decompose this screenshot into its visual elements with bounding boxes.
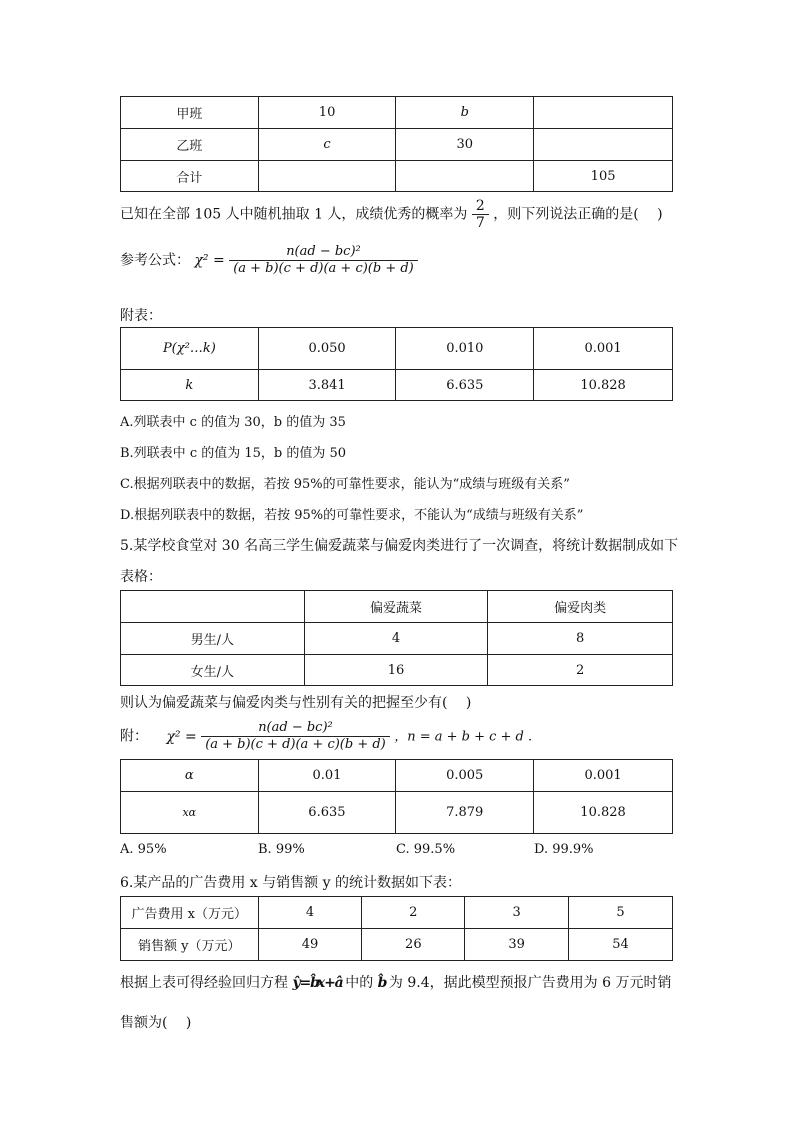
table-cell: 3 [465,897,569,929]
q6-line1 [120,972,671,992]
q4-stem-tail: ，则下列说法正确的是( ) [493,206,663,223]
table-row [121,929,673,961]
formula-lhs: χ² = [194,252,225,269]
option-c: C.根据列联表中的数据，若按 95%的可靠性要求，能认为“成绩与班级有关系” [120,477,570,492]
table-cell: 合计 [121,161,259,192]
option-b: B.列联表中 c 的值为 15，b 的值为 50 [120,446,347,461]
table-cell: b [396,97,534,129]
table-cell: 0.050 [258,328,396,370]
alpha-table [120,759,673,834]
table-cell: 0.005 [396,760,534,792]
q6-text: 为 9.4，据此模型预报广告费用为 6 万元时销 [388,975,672,991]
table-cell: 7.879 [396,792,534,834]
formula-denominator: (a + b)(c + d)(a + c)(b + d) [233,261,414,276]
table-row [121,792,673,834]
q5-stem-line1: 5.某学校食堂对 30 名高三学生偏爱蔬菜与偏爱肉类进行了一次调查，将统计数据制成如下 [120,538,679,554]
table-cell: xα [121,792,259,834]
chi-square-fraction [229,244,418,277]
table-cell: 销售额 y（万元） [121,929,259,961]
table-cell: k [121,370,259,401]
q6-text: 根据上表可得经验回归方程 [120,975,288,991]
table-cell: 2 [362,897,465,929]
q6-line2: 售额为( ) [120,1015,192,1031]
table-row [121,623,673,655]
table-cell: 26 [362,929,465,961]
table-cell: 10.828 [534,370,673,401]
formula-denominator: (a + b)(c + d)(a + c)(b + d) [205,737,386,752]
formula-tail: ，n = a + b + c + d . [394,729,533,745]
probability-fraction [472,198,489,231]
q4-stem [120,198,663,231]
table-cell: 5 [569,897,673,929]
table-cell: 4 [304,623,488,655]
option-d: D.根据列联表中的数据，若按 95%的可靠性要求，不能认为“成绩与班级有关系” [120,508,584,523]
q6-stem: 6.某产品的广告费用 x 与销售额 y 的统计数据如下表： [120,875,461,891]
fraction-numerator: 2 [472,198,489,215]
critical-value-table [120,327,673,401]
table-row [121,591,673,623]
option-b: B. 99% [258,842,305,857]
formula-numerator: n(ad − bc)² [201,720,390,737]
formula-lhs: χ² = [166,728,197,745]
class-grade-table [120,96,673,192]
table-cell [534,129,673,161]
table-row [121,161,673,192]
table-row [121,655,673,686]
table-cell: 甲班 [121,97,259,129]
table-cell: 6.635 [258,792,396,834]
table-cell: 偏爱肉类 [488,591,673,623]
table-cell [534,97,673,129]
regression-equation: ŷ = b̂x + â [292,975,341,991]
b-hat-symbol: b̂ [377,975,385,991]
ad-sales-table [120,896,673,961]
fraction-denominator: 7 [475,215,485,231]
table-cell [121,591,305,623]
table-cell: 6.635 [396,370,534,401]
table-row [121,370,673,401]
q5-stem-line2: 表格： [120,569,162,585]
table-cell: P(χ²…k) [121,328,259,370]
formula-label: 参考公式： [120,252,190,269]
table-row [121,97,673,129]
table-cell: 0.01 [258,760,396,792]
table-cell: 0.001 [534,328,673,370]
option-a: A. 95% [120,842,167,857]
table-cell: 49 [258,929,362,961]
table-cell: 4 [258,897,362,929]
table-row [121,129,673,161]
appendix-label: 附表： [120,308,162,324]
q5-formula [120,720,532,753]
table-cell: α [121,760,259,792]
table-cell: 0.010 [396,328,534,370]
q4-formula [120,244,418,277]
table-cell: c [258,129,396,161]
preference-table [120,590,673,686]
table-cell: 3.841 [258,370,396,401]
option-c: C. 99.5% [396,842,456,857]
table-cell: 女生/人 [121,655,305,686]
table-cell: 男生/人 [121,623,305,655]
q4-stem-text: 已知在全部 105 人中随机抽取 1 人，成绩优秀的概率为 [120,206,468,223]
table-cell: 2 [488,655,673,686]
table-cell [258,161,396,192]
table-cell: 广告费用 x（万元） [121,897,259,929]
appendix-label: 附： [120,728,148,745]
table-cell: 10.828 [534,792,673,834]
formula-numerator: n(ad − bc)² [229,244,418,261]
option-a: A.列联表中 c 的值为 30，b 的值为 35 [120,415,346,430]
table-row [121,328,673,370]
table-cell [396,161,534,192]
table-cell: 偏爱蔬菜 [304,591,488,623]
chi-square-fraction [201,720,390,753]
table-cell: 10 [258,97,396,129]
table-cell: 105 [534,161,673,192]
table-row [121,897,673,929]
table-cell: 0.001 [534,760,673,792]
table-cell: 8 [488,623,673,655]
table-cell: 54 [569,929,673,961]
table-cell: 30 [396,129,534,161]
table-cell: 乙班 [121,129,259,161]
table-cell: 39 [465,929,569,961]
option-d: D. 99.9% [534,842,594,857]
q5-question: 则认为偏爱蔬菜与偏爱肉类与性别有关的把握至少有( ) [120,695,472,711]
table-row [121,760,673,792]
q6-text: 中的 [345,975,374,991]
table-cell: 16 [304,655,488,686]
